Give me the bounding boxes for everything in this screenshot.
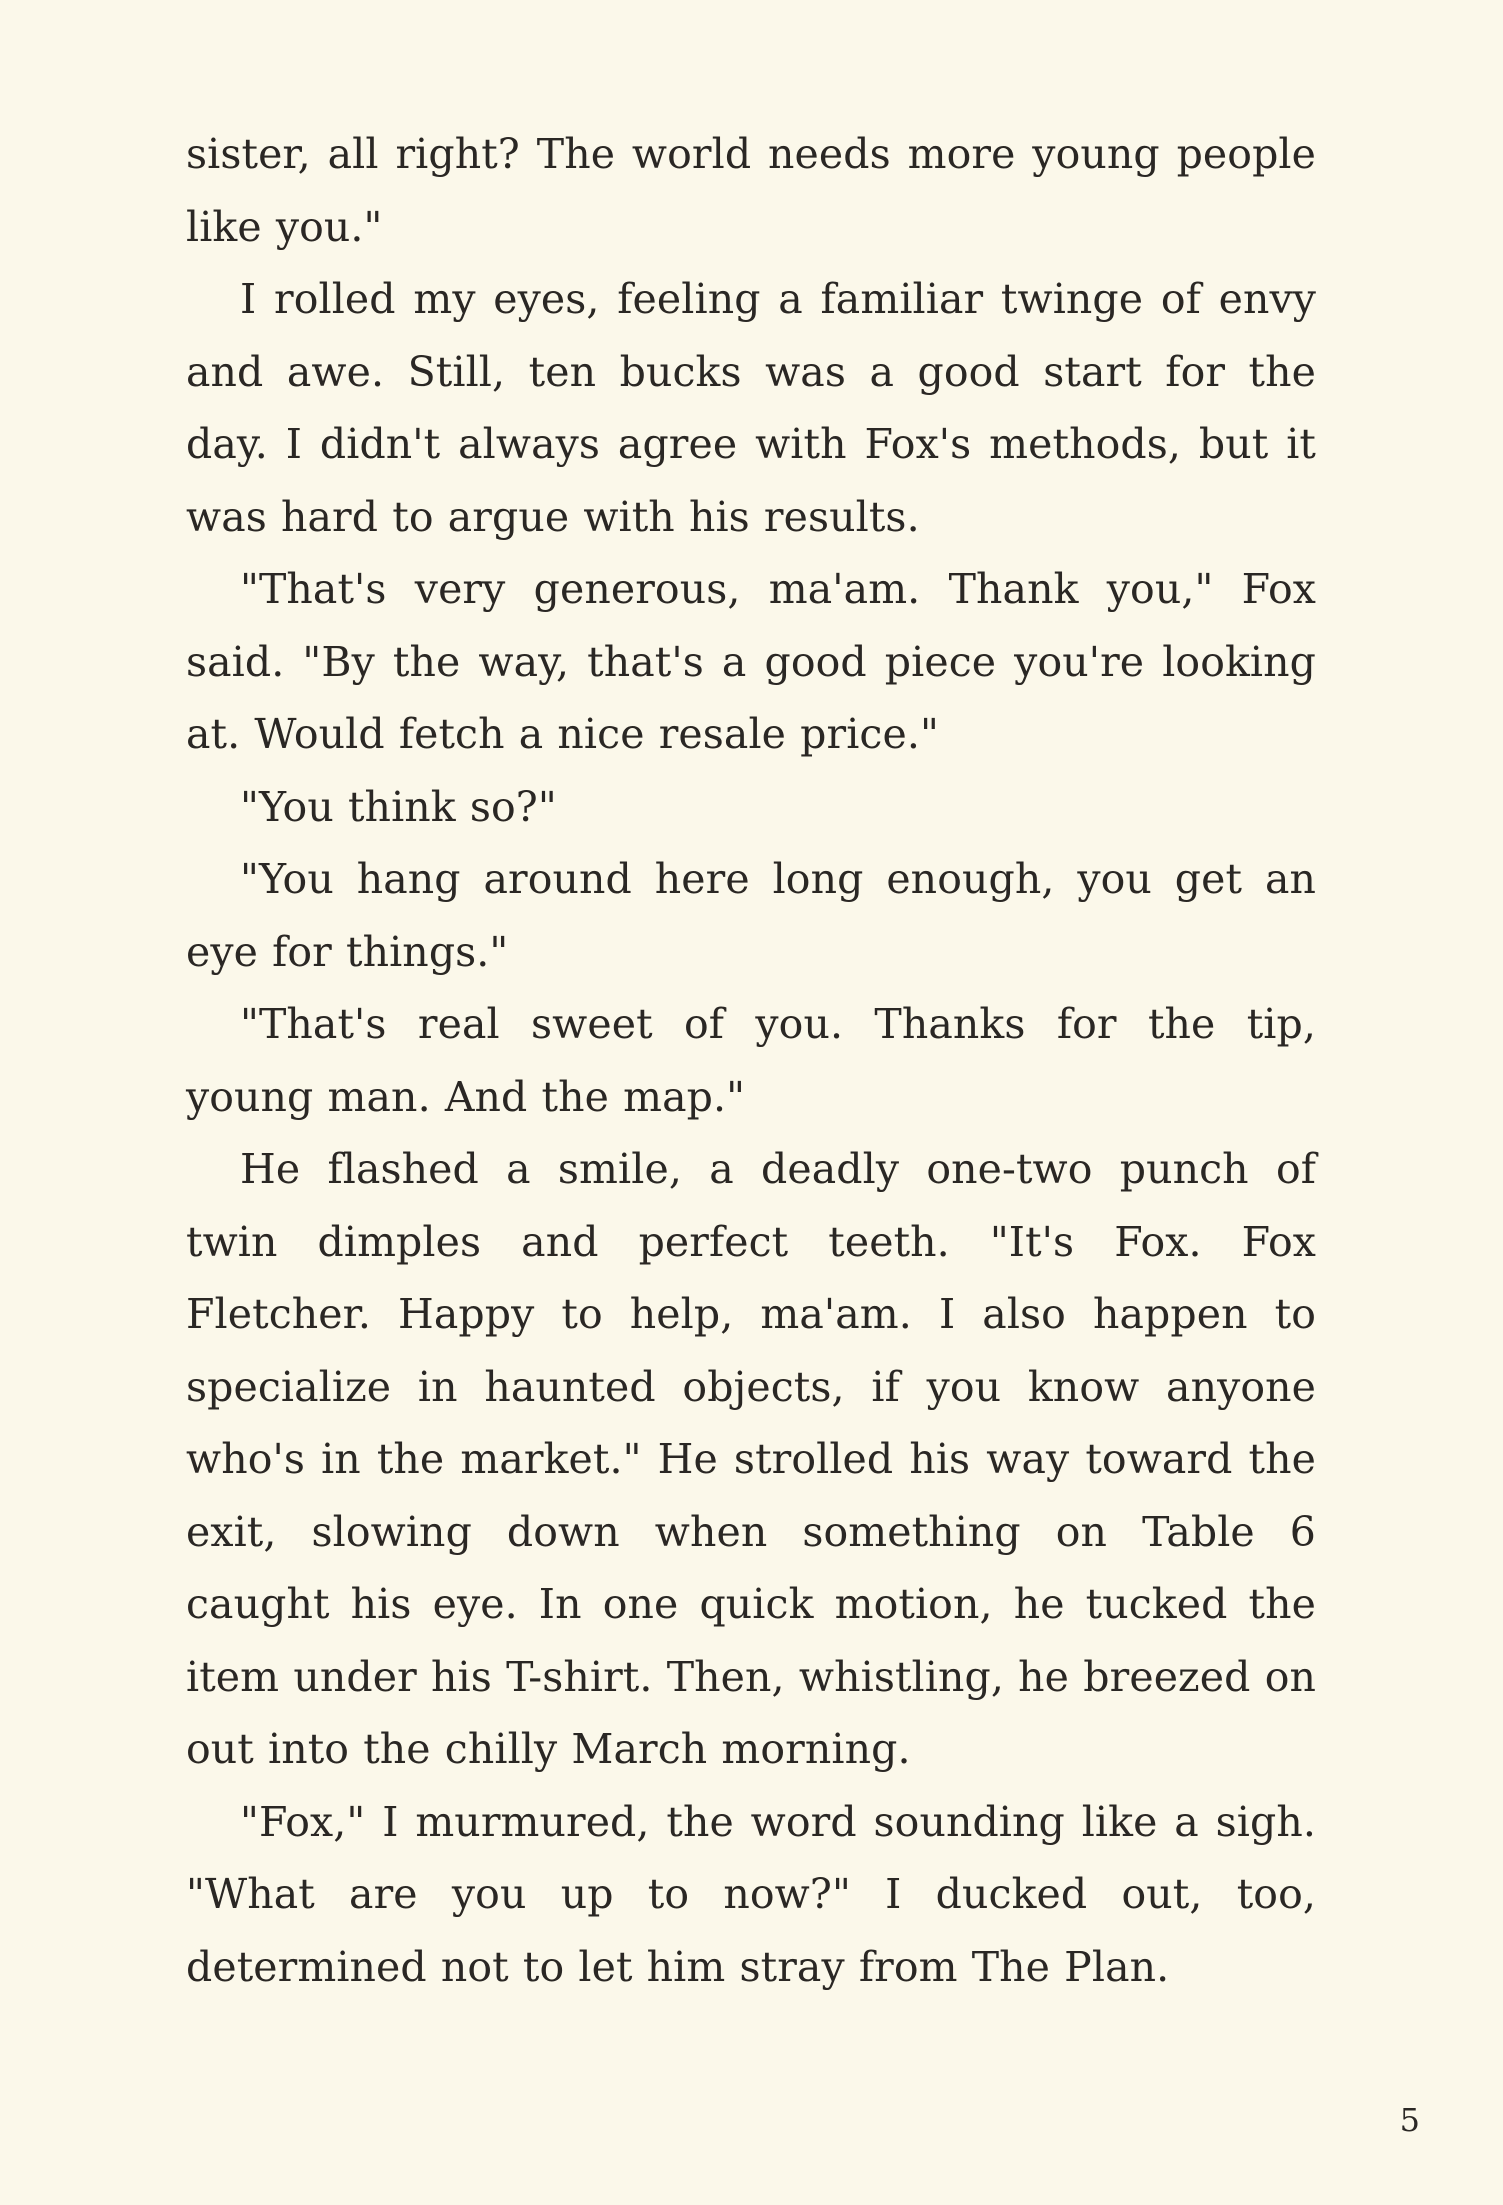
- paragraph-4: "You think so?": [240, 782, 557, 831]
- body-text: [186, 118, 1316, 2003]
- paragraph-8: "Fox," I murmured, the word sounding like a sigh. "What are you up to now?" I ducked out, too, determined not to let him stray from The Plan.: [186, 1797, 1316, 1991]
- page-number: 5: [1399, 2101, 1420, 2139]
- paragraph-5: "You hang around here long enough, you get an eye for things.": [186, 855, 1316, 976]
- paragraph-1: sister, all right? The world needs more young people like you.": [186, 130, 1316, 251]
- paragraph-7: He flashed a smile, a deadly one-two punch of twin dimples and perfect teeth. "It's Fox. Fox Fletcher. Happy to help, ma'am. I also happen to specialize in haunted objects, if you know anyone who's in the market." He strolled his way toward the exit, slowing down when something on Table 6 caught his eye. In one quick motion, he tucked the item under his T-shirt. Then, whistling, he breezed on out into the chilly March morning.: [186, 1145, 1316, 1773]
- paragraph-3: "That's very generous, ma'am. Thank you," Fox said. "By the way, that's a good piece you're looking at. Would fetch a nice resale price.": [186, 565, 1316, 758]
- paragraph-6: "That's real sweet of you. Thanks for the tip, young man. And the map.": [186, 1000, 1316, 1121]
- paragraph-2: I rolled my eyes, feeling a familiar twinge of envy and awe. Still, ten bucks was a good start for the day. I didn't always agree with Fox's methods, but it was hard to argue with his results.: [186, 275, 1316, 541]
